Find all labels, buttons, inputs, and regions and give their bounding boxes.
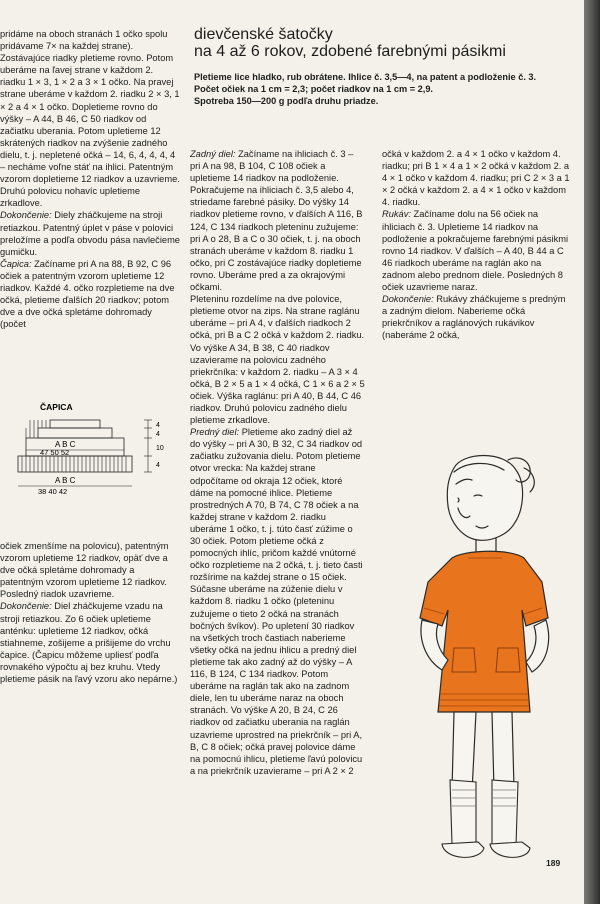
section-label: Dokončenie: [0, 210, 52, 221]
size-values: 47 50 52 [40, 448, 70, 457]
height-label: 4 [156, 431, 160, 438]
size-values: 38 40 42 [38, 487, 68, 496]
pattern-specs [194, 71, 574, 107]
cap-step-middle [38, 428, 112, 438]
paragraph: očiek zmenšíme na polovicu), patentným vzorom upletieme 12 riadkov, opäť dve a dve očká spletáme dohromady a patentným vzorom upletieme 12 riadkov. Posledný riadok uzavrieme. [0, 541, 169, 600]
page-title [194, 26, 574, 60]
section-label: Rukáv: [382, 209, 411, 220]
section-label: Zadný diel: [190, 149, 236, 159]
diagram-label: ČAPICA [40, 402, 73, 412]
spec-line: Spotreba 150—200 g podľa druhu priadze. [194, 96, 379, 106]
paragraph: Začíname dolu na 56 očiek na ihliciach č. 3. Upletieme 14 riadkov na podloženie a pokračujeme farebnými pásikmi rovno 14 riadkov. V ďalších – A 40, B 44 a C 46 riadkoch uberáme na raglán ako na zadnom alebo prednom diele. Posledných 8 očiek uzavrieme naraz. [382, 209, 569, 293]
section-label: Dokončenie: [382, 294, 434, 305]
section-label: Dokončenie: [0, 601, 52, 612]
paragraph: Pleteninu rozdelíme na dve polovice, pletieme otvor na zips. Na strane raglánu uberáme – pri A 4, v ďalších riadkoch 2 očká, pri B a C 2 očká v každom 2. riadku. Vo výške A 34, B 38, C 40 riadkov uzavierame na polovicu zadného priekrčníka: v každom 2. riadku – A 3 × 4 očká, B 2 × 5 a 1 × 4 očká, C 1 × 6 a 2 × 5 očiek. Výška raglánu: pri A 40, B 44, C 46 riadkov. Druhú polovicu zadného dielu pletieme zrkadlove. [190, 294, 365, 426]
section-label: Predný diel: [190, 427, 240, 438]
paragraph: Diel zháčkujeme vzadu na stroji retiazkou. Zo 6 očiek upletieme anténku: upletieme 12 riadkov, očká stiahneme, zošijeme a prišijeme do vrchu čapice. (Čapicu môžeme upliesť podľa rovnakého výpočtu aj bez kruhu. Vtedy pletieme pásik na ľavý vzoru ako nepárne.) [0, 601, 178, 685]
page-number: 189 [546, 858, 561, 868]
cap-diagram [0, 398, 184, 528]
spec-line: Počet očiek na 1 cm = 2,3; počet riadkov na 1 cm = 2,9. [194, 84, 433, 94]
paragraph: Rukávy zháčkujeme s predným a zadným dielom. Naberieme očká priekrčníkov a raglánových rukávikov (naberáme 2 očká, [382, 294, 566, 341]
page-edge-shadow [584, 0, 600, 904]
paragraph: Diely zháčkujeme na stroji retiazkou. Patentný úplet v páse v polovici preložíme a podľa obvodu pása navlečieme gumičku. [0, 210, 180, 257]
size-letters: A B C [55, 440, 76, 449]
text-column-right [382, 148, 572, 342]
height-label: 10 [156, 445, 164, 452]
section-label: Čapica: [0, 258, 32, 269]
text-column-left [0, 28, 180, 330]
cap-band [18, 456, 132, 472]
spec-line: Pletieme lice hladko, rub obrátene. Ihlice č. 3,5—4, na patent a podloženie č. 3. [194, 72, 537, 82]
text-column-middle [190, 148, 365, 777]
text-column-left-lower [0, 540, 180, 685]
paragraph: Začíname pri A na 88, B 92, C 96 očiek a patentným vzorom upletieme 12 riadkov. Každé 4. očko rozpletieme na dve očká, pletieme ďalších 20 riadkov; potom dve a dve očká spletáme dohromady (počet [0, 258, 175, 330]
title-text: dievčenské šatočky na 4 až 6 rokov, zdobené farebnými pásikmi [194, 26, 506, 60]
orange-dress [420, 551, 548, 712]
paragraph: Začíname na ihliciach č. 3 – pri A na 98, B 104, C 108 očiek a upletieme 14 riadkov na podloženie. Pokračujeme na ihliciach č. 3,5 alebo 4, striedame farebné pásiky. Do výšky 14 riadkov pletieme rovno, v ďalších A 116, B 124, C 134 riadkoch pleteninu zužujeme: pri A o 28, B a C o 30 očiek, t. j. na oboch stranách uberáme v každom 8. riadku 1 očko, pri C zostávajúce riadky dopletieme rovno. Uberáme pred a za okrajovými očkami. [190, 149, 363, 293]
height-label: 4 [156, 462, 160, 469]
paragraph: očká v každom 2. a 4 × 1 očko v každom 4. riadku; pri B 1 × 4 a 1 × 2 očká v každom 2. a 4 × 1 očko v každom 4. riadku; pri C 2 × 3 a 1 × 2 očká v každom 2. a 4 × 1 očko v každom 4. riadku. [382, 149, 570, 208]
size-letters: A B C [55, 476, 76, 485]
height-label: 4 [156, 422, 160, 429]
paragraph: Pletieme ako zadný diel až do výšky – pri A 30, B 32, C 34 riadkov od začiatku zužovania dielu. Potom pletieme otvor vrecka: Na každej strane odpočítame od okraja 12 očiek, ktoré dáme na pomocné ihlice. Pletieme prostredných A 70, B 74, C 78 očiek a na každej strane v každom 2. riadku uberáme 1 očko, t. j. túto časť zúžime o 30 očiek. Potom pletieme očká z pomocných ihlíc, pričom každé vnútorné očko rozpletieme na 2 očká, t. j. tieto časti rozšírime na každej strane o 15 očiek. Súčasne uberáme na zúženie dielu v každom 8. riadku 1 očko (pleteninu zužujeme o tieto 2 očká na stranách bočných švíkov). Po upletení 30 riadkov na všetkých troch častiach naberieme všetky očká na jednu ihlicu a predný diel pletieme tak ako zadný až do výšky – A 116, B 124, C 134 riadkov. Potom uberáme na raglán tak ako na zadnom diele, len tu uberáme naraz na oboch stranách. Vo výške A 20, B 24, C 26 riadkov od začiatku uberania na raglán uzavrieme uprostred na priekrčník – pri A, B, C 8 očiek; očká pravej polovice dáme na pomocnú ihlicu, pletieme ľavú polovicu a na priekrčník uzavierame – pri A 2 × 2 [190, 427, 363, 776]
cap-step-top [50, 420, 100, 428]
girl-illustration [392, 450, 582, 885]
paragraph: pridáme na oboch stranách 1 očko spolu pridávame 7× na každej strane). Zostávajúce riadky pletieme rovno. Potom uberáme na ľavej strane v každom 2. riadku 1 × 3, 1 × 2 a 3 × 1 očko. Na pravej strane uberáme v každom 2. riadku 2 × 3, 1 × 2 a 4 × 1 očko. Dopletieme rovno do výšky – A 44, B 46, C 50 riadkov od začiatku uberania. Potom upletieme 12 skrátených riadkov na zvýšenie zadného dielu, t. j. nepletené očká – 14, 6, 4, 4, 4, 4 – necháme voľne stáť na ihlici. Patentným vzorom dopletieme 12 riadkov a uzavrieme. Druhú polovicu nohavíc upletieme zrkadlove. [0, 29, 180, 209]
